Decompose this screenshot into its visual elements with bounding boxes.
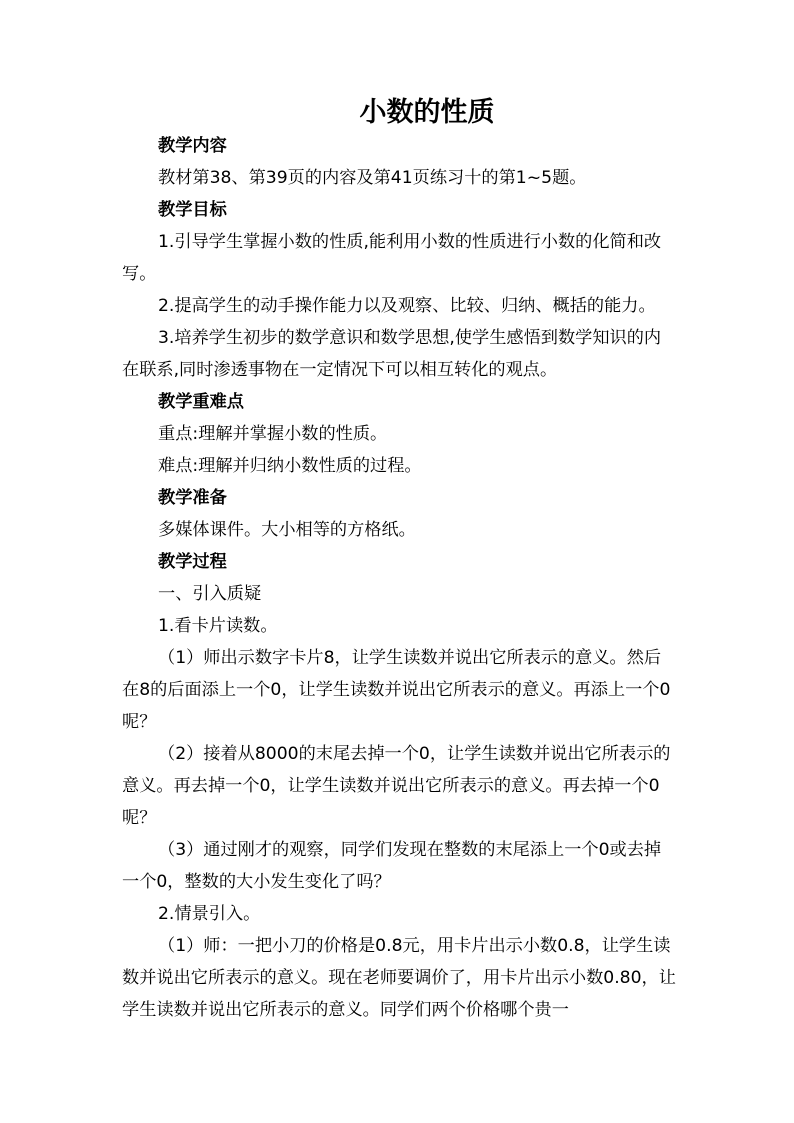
body-paragraph: （3）通过刚才的观察，同学们发现在整数的末尾添上一个0或去掉一个0，整数的大小发生变化了吗？ — [122, 840, 662, 892]
body-paragraph: 2.提高学生的动手操作能力以及观察、比较、归纳、概括的能力。 — [158, 296, 656, 316]
body-paragraph: 教材第38、第39页的内容及第41页练习十的第1~5题。 — [158, 168, 587, 188]
body-paragraph: （1）师：一把小刀的价格是0.8元，用卡片出示小数0.8，让学生读数并说出它所表示的意义。现在老师要调价了，用卡片出示小数0.80，让学生读数并说出它所表示的意义。同学们两个价格哪个贵一 — [122, 936, 676, 1020]
body-paragraph: 一、引入质疑 — [158, 584, 262, 604]
section-heading: 教学内容 — [158, 136, 227, 156]
body-paragraph: 多媒体课件。大小相等的方格纸。 — [158, 520, 416, 540]
document-body — [122, 130, 678, 1026]
body-paragraph: 1.引导学生掌握小数的性质,能利用小数的性质进行小数的化简和改写。 — [122, 232, 662, 284]
body-paragraph: 2.情景引入。 — [158, 904, 261, 924]
body-paragraph: 1.看卡片读数。 — [158, 616, 278, 636]
section-heading: 教学过程 — [158, 552, 227, 572]
page-title: 小数的性质 — [359, 97, 495, 128]
section-heading: 教学准备 — [158, 488, 227, 508]
body-paragraph: （2）接着从8000的末尾去掉一个0，让学生读数并说出它所表示的意义。再去掉一个0，让学生读数并说出它所表示的意义。再去掉一个0呢？ — [122, 744, 671, 828]
section-heading: 教学重难点 — [158, 392, 244, 412]
body-paragraph: 3.培养学生初步的数学意识和数学思想,使学生感悟到数学知识的内在联系,同时渗透事物在一定情况下可以相互转化的观点。 — [122, 328, 662, 380]
body-paragraph: （1）师出示数字卡片8，让学生读数并说出它所表示的意义。然后在8的后面添上一个0，让学生读数并说出它所表示的意义。再添上一个0呢？ — [122, 648, 671, 732]
section-heading: 教学目标 — [158, 200, 227, 220]
body-paragraph: 难点:理解并归纳小数性质的过程。 — [158, 456, 422, 476]
body-paragraph: 重点:理解并掌握小数的性质。 — [158, 424, 388, 444]
